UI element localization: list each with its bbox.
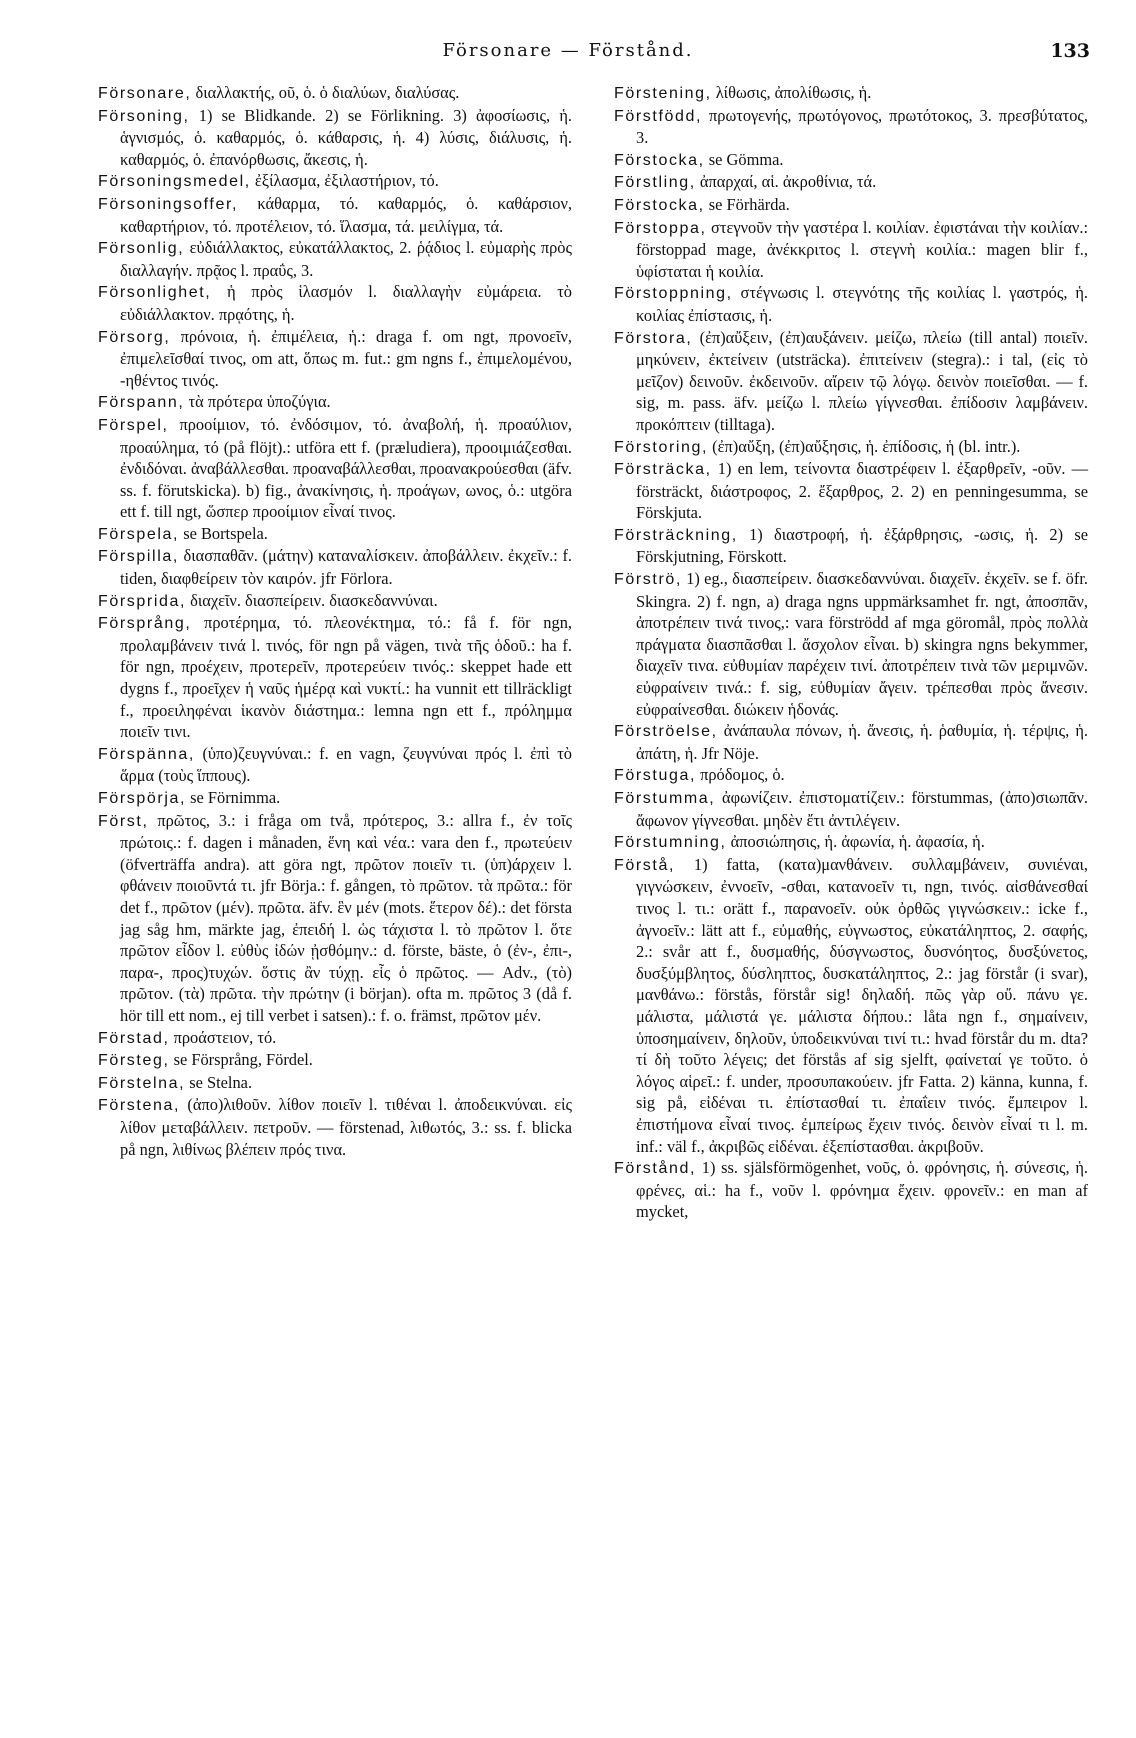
- entry-headword: Förstoppning,: [614, 285, 733, 303]
- entry-headword: Försonlighet,: [98, 284, 212, 302]
- entry-headword: Förstånd,: [614, 1160, 696, 1178]
- entry-headword: Förströ,: [614, 571, 682, 589]
- dictionary-entry: [614, 194, 1088, 217]
- dictionary-entry: [98, 391, 572, 414]
- entry-definition: ἡ πρὸς ἱλασμόν l. διαλλαγὴν εὐμάρεια. τὸ εὐδιάλλακτον. πρᾳότης, ἡ.: [120, 282, 572, 324]
- dictionary-entry: [98, 1072, 572, 1095]
- dictionary-entry: [614, 436, 1088, 459]
- entry-headword: Försorg,: [98, 328, 171, 346]
- entry-headword: Försoning,: [98, 107, 190, 125]
- entry-headword: Förstelna,: [98, 1074, 186, 1092]
- entry-headword: Förstå,: [614, 856, 675, 874]
- entry-definition: διαλλακτής, οῦ, ὁ. ὁ διαλύων, διαλύσας.: [191, 83, 460, 102]
- entry-definition: se Bortspela.: [179, 523, 268, 543]
- entry-definition: εὐδιάλλακτος, εὐκατάλλακτος, 2. ῥᾴδιος l. εὐμαρὴς πρὸς διαλλαγήν. πρᾷος l. πραΰς, 3.: [120, 238, 572, 280]
- dictionary-entry: [98, 523, 572, 546]
- entry-headword: Förspilla,: [98, 548, 179, 566]
- entry-definition: στέγνωσις l. στεγνότης τῆς κοιλίας l. γαστρός, ἡ. κοιλίας ἐπίστασις, ἡ.: [636, 283, 1088, 325]
- entry-definition: (ἐπ)αὔξη, (ἐπ)αὔξησις, ἡ. ἐπίδοσις, ἡ (bl. intr.).: [708, 436, 1021, 456]
- dictionary-entry: [98, 170, 572, 193]
- page-number: 133: [1050, 40, 1090, 62]
- dictionary-entry: [614, 1157, 1088, 1223]
- entry-definition: 1) ss. själsförmögenhet, νοῦς, ὁ. φρόνησις, ἡ. σύνεσις, ἡ. φρένες, αἱ.: ha f., νοῦν l. φρόνημα ἔχειν. φρονεῖν.: en man af mycket,: [636, 1158, 1088, 1222]
- dictionary-entry: [98, 281, 572, 325]
- entry-definition: λίθωσις, ἀπολίθωσις, ἡ.: [711, 83, 872, 102]
- entry-definition: στεγνοῦν τὴν γαστέρα l. κοιλίαν. ἐφιστάναι τὴν κοιλίαν.: förstoppad mage, ἀνέκκριτος l. στεγνὴ κοιλία.: magen blir f., ὑφίσταται ἡ κοιλία.: [636, 217, 1088, 281]
- dictionary-entry: [614, 720, 1088, 764]
- entry-headword: Förstena,: [98, 1097, 180, 1115]
- dictionary-entry: [614, 217, 1088, 283]
- dictionary-entry: [98, 1094, 572, 1160]
- dictionary-entry: [98, 810, 572, 1027]
- entry-headword: Förstoring,: [614, 438, 709, 456]
- entry-headword: Förstfödd,: [614, 107, 703, 125]
- entry-definition: ἀφωνίζειν. ἐπιστοματίζειν.: förstummas, (ἀπο)σιωπᾶν. ἄφωνον γίγνεσθαι. μηδὲν ἔτι ἀντιλέγειν.: [636, 788, 1088, 830]
- entry-headword: Förstling,: [614, 174, 696, 192]
- entry-definition: (ἀπο)λιθοῦν. λίθον ποιεῖν l. τιθέναι l. ἀποδεικνύναι. εἰς λίθον μεταβάλλειν. πετροῦν. — förstenad, λιθωτός, 3.: ss. f. blicka på ngn, λιθίνως βλέπειν πρός τινα.: [120, 1095, 572, 1159]
- dictionary-entry: [98, 612, 572, 743]
- entry-headword: Förspörja,: [98, 790, 187, 807]
- running-head: Försonare — Förstånd.: [442, 40, 694, 61]
- entry-headword: Försonlig,: [98, 240, 185, 258]
- entry-headword: Försträckning,: [614, 526, 738, 544]
- dictionary-entry: [614, 282, 1088, 326]
- entry-definition: διαχεῖν. διασπείρειν. διασκεδαννύναι.: [186, 590, 438, 610]
- entry-definition: se Förnimma.: [186, 788, 281, 807]
- entry-definition: 1) en lem, τείνοντα διαστρέφειν l. ἐξαρθρεῖν, -οῦν. — försträckt, διάστροφος, 2. ἔξαρθρος, 2. 2) en penningesumma, se Förskjuta.: [636, 459, 1088, 523]
- dictionary-entry: [614, 764, 1088, 787]
- dictionary-entry: [98, 545, 572, 589]
- entry-headword: Förspela,: [98, 525, 180, 543]
- dictionary-entry: [98, 414, 572, 523]
- entry-headword: Försoningsmedel,: [98, 173, 251, 191]
- dictionary-entry: [614, 82, 1088, 105]
- dictionary-entry: [614, 149, 1088, 172]
- entry-definition: ἀποσιώπησις, ἡ. ἀφωνία, ἡ. ἀφασία, ἡ.: [726, 832, 985, 852]
- entry-definition: ἐξίλασμα, ἐξιλαστήριον, τό.: [250, 171, 439, 191]
- entry-definition: πρωτογενής, πρωτόγονος, πρωτότοκος, 3. πρεσβύτατος, 3.: [636, 105, 1088, 148]
- entry-definition: προοίμιον, τό. ἐνδόσιμον, τό. ἀναβολή, ἡ. προαύλιον, προαύλημα, τό (på flöjt).: utföra ett f. (præludiera), προοιμιάζεσθαι. ἐνδιδόναι. ἀναβάλλεσθαι. προαναβάλλεσθαι, προανακρούεσθαι (äfv. ss. f. förutskicka). b) fig., ἀνακίνησις, ἡ. προάγων, ωνος, ὁ.: utgöra ett f. till ngt, ὥσπερ προοίμιον εἶναί τινος.: [120, 414, 573, 522]
- entry-headword: Försoningsoffer,: [98, 195, 239, 213]
- dictionary-entry: [614, 171, 1088, 194]
- entry-definition: 1) eg., διασπείρειν. διασκεδαννύναι. διαχεῖν. ἐκχεῖν. se f. öfr. Skingra. 2) f. ngn, a) draga ngns uppmärksamhet fr. ngt, ἀποσπᾶν, ἀποτρέπειν τινά τινος,: vara förströdd af mga göromål, πρὸς πολλὰ πράγματα διασπᾶσθαι l. ἄσχολον εἶναι. b) skingra ngns bekymmer, διαχεῖν τινα. εὐθυμίαν παρέχειν τινί. ἀποτρέπειν τινὰ τῶν μεριμνῶν. εὐφραίνειν τινά.: f. sig, εὐθυμίαν ἄγειν. τρέπεσθαι πρὸς ἄνεσιν. εὐφραίνεσθαι. διώκειν ἡδονάς.: [636, 569, 1088, 719]
- entry-definition: se Försprång, Fördel.: [169, 1050, 313, 1070]
- entry-headword: Försonare,: [98, 85, 192, 102]
- entry-headword: Försteg,: [98, 1052, 170, 1070]
- entry-definition: 1) fatta, (κατα)μανθάνειν. συλλαμβάνειν, συνιέναι, γιγνώσκειν, ἐννοεῖν, -σθαι, κατανοεῖν τι, ngn, τινός. αἰσθάνεσθαί τινος l. τι.: orätt f., παρανοεῖν. οὐκ ὀρθῶς γιγνώσκειν.: icke f., ἀγνοεῖν.: lätt att f., εὐμαθής, εὐγνωστος, εὐκατάληπτος, 2. σαφής, 2.: svår att f., δυσμαθής, δύσγνωστος, δυσνόητος, δυσξύνετος, δυσξύμβλητος, δύσληπτος, δυσκατάληπτος, 2.: jag förstår (i svar), μανθάνω.: förstås, förstår sig! δηλαδή. πῶς γὰρ οὔ. πάνυ γε. μάλιστα, μάλιστά γε. μάλιστα δήπου.: låta ngn f., σημαίνειν, ὑποσημαίνειν, δηλοῦν, ὑποδεικνύναι τινί τι.: hvad förstår du m. dta? τί δὴ τοῦτο λέγεις; det förstås af sig sjelft, φαίνεταί γε τοῦτο. ὁ λόγος αἱρεῖ.: f. under, προσυπακούειν. jfr Fatta. 2) känna, kunna, f. sig på, εἰδέναι τι. ἐπίστασθαί τι. ἐπαΐειν τινός. ἔμπειρον l. ἐπιστήμονα εἶναί τινος. ἐμπείρως ἔχειν τινός. δεινὸν εἶναί τι l. m. inf.: väl f., ἀκριβῶς εἰδέναι. ἐξεπίστασθαι. ἀκριβοῦν.: [636, 854, 1088, 1156]
- entry-headword: Först,: [98, 812, 149, 830]
- entry-headword: Förspänna,: [98, 745, 195, 763]
- dictionary-entry: [98, 237, 572, 281]
- dictionary-entry: [614, 568, 1088, 720]
- entry-headword: Förstumning,: [614, 834, 727, 852]
- entry-definition: προτέρημα, τό. πλεονέκτημα, τό.: få f. för ngn, προλαμβάνειν τινά l. τινός, för ngn på vägen, τινὰ τῆς ὁδοῦ.: ha f. för ngn, προέχειν, προτερεῖν, προτερεύειν τινός.: skeppet hade ett dygns f., προεῖχεν ἡ ναῦς ἡμέρᾳ καὶ νυκτί.: ha vunnit ett tillräckligt f., προειληφέναι ἱκανὸν διάστημα.: lemna ngn ett f., πρόλημμα ποιεῖν τινι.: [120, 613, 572, 742]
- entry-headword: Förströelse,: [614, 723, 718, 741]
- entry-definition: se Förhärda.: [704, 194, 790, 214]
- entry-headword: Förspel,: [98, 416, 169, 434]
- entry-definition: se Stelna.: [185, 1072, 253, 1092]
- entry-headword: Förstocka,: [614, 151, 705, 169]
- dictionary-entry: [614, 787, 1088, 831]
- entry-definition: ἀνάπαυλα πόνων, ἡ. ἄνεσις, ἡ. ῥαθυμία, ἡ. τέρψις, ἡ. ἀπάτη, ἡ. Jfr Nöje.: [636, 721, 1088, 763]
- entry-headword: Förstuga,: [614, 767, 696, 785]
- entry-definition: πρόδομος, ὁ.: [696, 765, 785, 785]
- dictionary-entry: [98, 326, 572, 392]
- dictionary-entry: [98, 1049, 572, 1072]
- entry-headword: Förspann,: [98, 394, 185, 412]
- dictionary-entry: [614, 327, 1088, 436]
- dictionary-entry: [614, 458, 1088, 524]
- entry-headword: Förstora,: [614, 329, 693, 347]
- entry-headword: Förstumma,: [614, 790, 716, 807]
- entry-definition: (ὑπο)ζευγνύναι.: f. en vagn, ζευγνύναι πρός l. ἐπὶ τὸ ἅρμα (τοὺς ἵππους).: [120, 743, 572, 786]
- entry-headword: Försprida,: [98, 592, 187, 610]
- entry-definition: τὰ πρότερα ὑποζύγια.: [184, 392, 331, 412]
- entry-definition: πρόνοια, ἡ. ἐπιμέλεια, ἡ.: draga f. om ngt, προνοεῖν, ἐπιμελεῖσθαί τινος, om att, ὅπως m. fut.: gm ngns f., ἐπιμελομένου, -ηθέντος τινός.: [120, 326, 572, 390]
- right-column: [614, 82, 1088, 1223]
- dictionary-entry: [98, 743, 572, 787]
- entry-headword: Försträcka,: [614, 461, 712, 479]
- dictionary-entry: [614, 105, 1088, 149]
- dictionary-entry: [614, 831, 1088, 854]
- dictionary-entry: [614, 854, 1088, 1157]
- entry-headword: Försprång,: [98, 615, 192, 633]
- entry-headword: Förstad,: [98, 1029, 170, 1047]
- entry-definition: πρῶτος, 3.: i fråga om två, πρότερος, 3.: allra f., ἐν τοῖς πρώτοις.: f. dagen i månaden, ἕνη καὶ νέα.: vara den f., πρωτεύειν (öfverträffa andra). att göra ngt, πρῶτον ποιεῖν τι. (ὑπ)άρχειν l. φθάνειν ποιοῦντά τι. jfr Börja.: f. gången, τὸ πρῶτον. τὰ πρῶτα.: för det f., πρῶτον (μέν). πρῶτα. äfv. ἓν μέν (mots. ἕτερον δέ).: det första jag såg hm, märkte jag, ἐπειδή l. ὡς τάχιστα l. τὸ πρῶτον l. ὅτε πρῶτον εἶδον l. εὐθὺς ἰδών ᾐσθόμην.: d. förste, bäste, ὁ (ἐν-, ἐπι-, παρα-, προς)τυχών. ὅστις ἂν τύχῃ. εἷς ὁ πρῶτος. — Adv., (τὸ) πρῶτον. (τὰ) πρῶτα. τὴν πρώτην (i början). ofta m. πρῶτος 3 (då f. hör till ett nom., ej till verbet i satsen).: f. o. främst, πρῶτον μέν.: [120, 810, 572, 1025]
- entry-definition: 1) se Blidkande. 2) se Förlikning. 3) ἀφοσίωσις, ἡ. ἁγνισμός, ὁ. καθαρμός, ὁ. κάθαρσις, ἡ. 4) λύσις, διάλυσις, ἡ. καθαρμός, ὁ. ἐπανόρθωσις, ἄκεσις, ἡ.: [120, 105, 572, 169]
- entry-definition: ἀπαρχαί, αἱ. ἀκροθίνια, τά.: [695, 172, 877, 192]
- dictionary-entry: [98, 82, 572, 105]
- dictionary-entry: [98, 193, 572, 237]
- entry-definition: κάθαρμα, τό. καθαρμός, ὁ. καθάρσιον, καθαρτήριον, τό. προτέλειον, τό. ἵλασμα, τά. μειλίγμα, τά.: [120, 193, 572, 236]
- dictionary-entry: [98, 590, 572, 613]
- entry-definition: 1) διαστροφή, ἡ. ἐξάρθρησις, -ωσις, ἡ. 2) se Förskjutning, Förskott.: [636, 524, 1088, 567]
- entry-definition: (ἐπ)αὔξειν, (ἐπ)αυξάνειν. μείζω, πλείω (till antal) ποιεῖν. μηκύνειν, ἐκτείνειν (utsträcka). ἐπιτείνειν (stegra).: i tal, (εἰς τὸ μεῖζον) δεινοῦν. ἐκδεινοῦν. αἴρειν τῷ λόγῳ. δεινὸν ποιεῖσθαι. — f. sig, m. pass. äfv. μείζω l. πλείω γίγνεσθαι. ἐπίδοσιν λαμβάνειν. προκόπτειν (tilltaga).: [636, 327, 1088, 434]
- entry-headword: Förstocka,: [614, 196, 705, 214]
- dictionary-entry: [98, 105, 572, 171]
- entry-definition: διασπαθᾶν. (μάτην) καταναλίσκειν. ἀποβάλλειν. ἐκχεῖν.: f. tiden, διαφθείρειν τὸν καιρόν. jfr Förlora.: [120, 546, 572, 589]
- entry-definition: προάστειον, τό.: [169, 1027, 277, 1047]
- entry-headword: Förstoppa,: [614, 219, 707, 237]
- left-column: [98, 82, 572, 1160]
- dictionary-entry: [614, 524, 1088, 568]
- dictionary-entry: [98, 1027, 572, 1050]
- entry-headword: Förstening,: [614, 85, 712, 102]
- entry-definition: se Gömma.: [704, 149, 784, 169]
- dictionary-entry: [98, 787, 572, 810]
